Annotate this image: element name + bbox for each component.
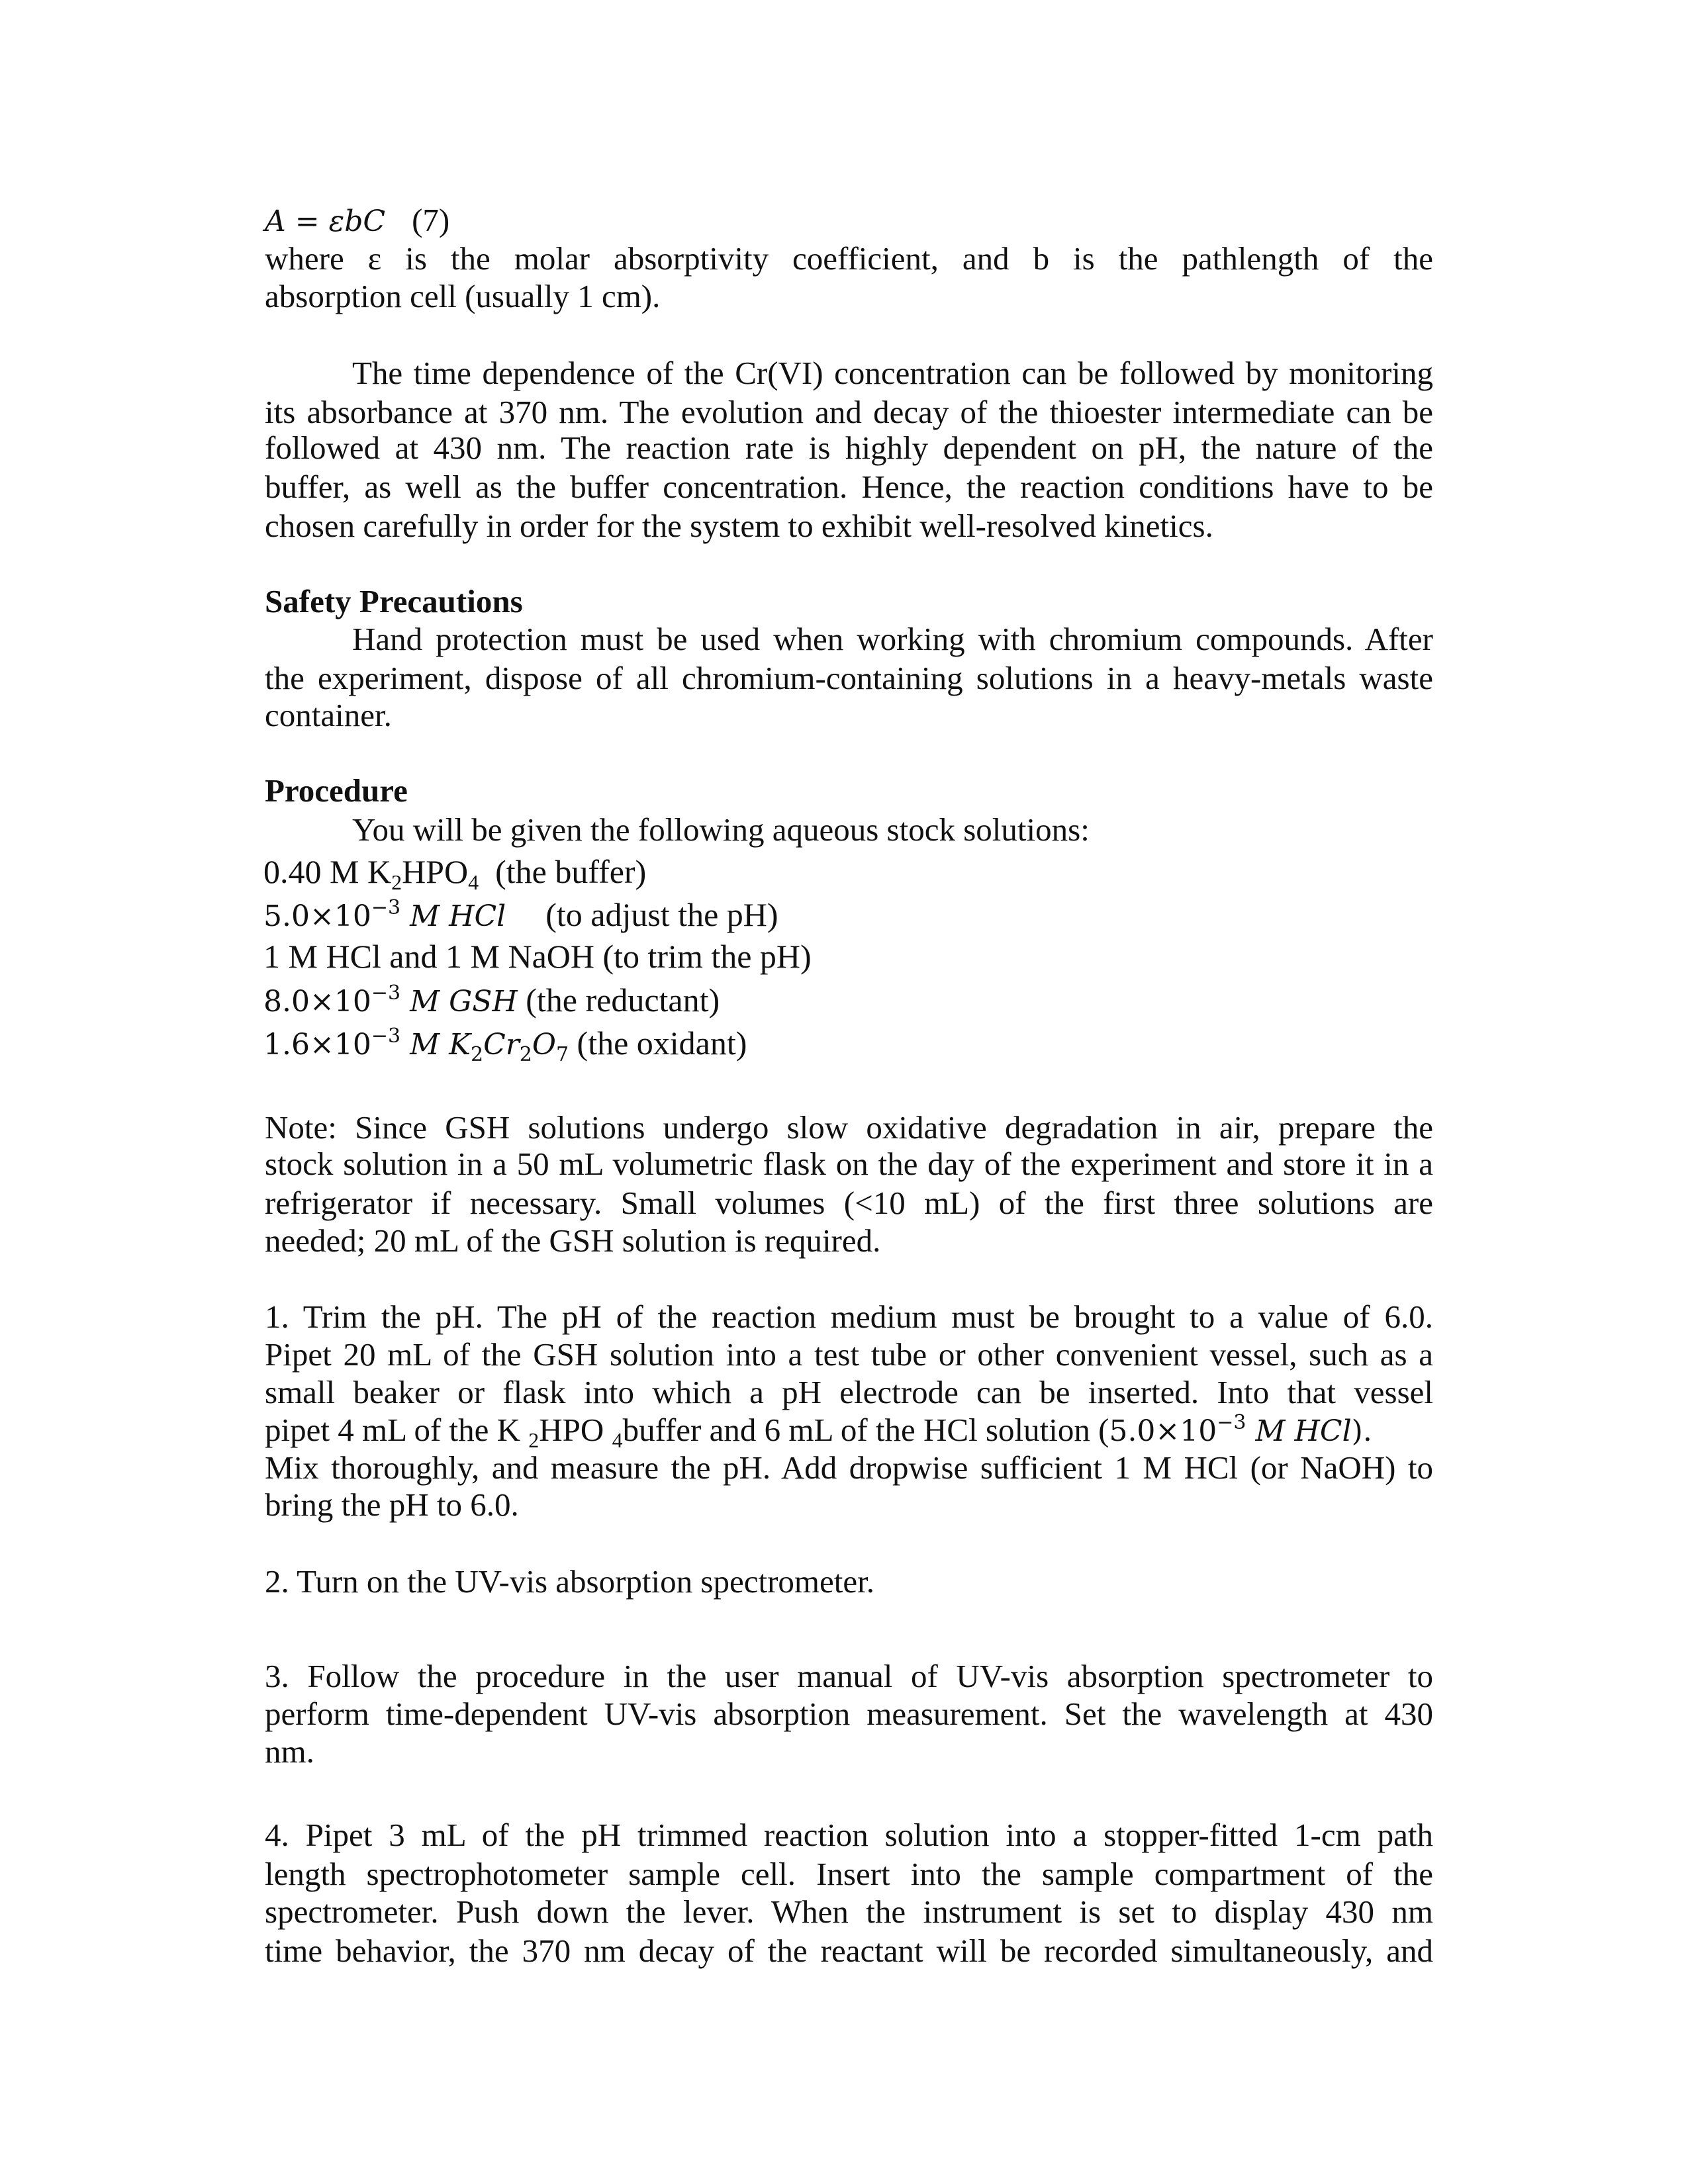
stock-note: (the reductant) (517, 981, 720, 1019)
subscript: 7 (555, 1043, 569, 1066)
subscript: 4 (468, 870, 479, 894)
note-line-3: refrigerator if necessary. Small volumes (<10 mL) of the first three solutions are (265, 1185, 1433, 1221)
stock-coefficient: 1.6×10 (263, 1028, 371, 1062)
safety-line-2: the experiment, dispose of all chromium-containing solutions in a heavy-metals waste (265, 660, 1433, 696)
stock-text: HPO (402, 853, 469, 890)
stock-note: (the oxidant) (569, 1024, 747, 1062)
kinetics-line-4: buffer, as well as the buffer concentration. Hence, the reaction conditions have to be (265, 469, 1433, 505)
step2-line-1: 2. Turn on the UV-vis absorption spectrometer. (265, 1563, 874, 1600)
step3-line-3: nm. (265, 1733, 314, 1770)
stock-note: (the buffer) (479, 853, 647, 890)
stock-solution-gsh (263, 981, 1432, 1019)
superscript: −3 (371, 896, 401, 919)
superscript: −3 (371, 981, 401, 1005)
step4-line-1: 4. Pipet 3 mL of the pH trimmed reaction solution into a stopper-fitted 1-cm path (265, 1817, 1433, 1853)
superscript: −3 (371, 1024, 401, 1048)
step1-line-4 (265, 1411, 1433, 1452)
procedure-intro: You will be given the following aqueous stock solutions: (352, 811, 1090, 848)
subscript: 2 (470, 1043, 484, 1066)
note-line-2: stock solution in a 50 mL volumetric flask on the day of the experiment and store it in a (265, 1146, 1433, 1182)
stock-coefficient: 5.0×10 (263, 899, 371, 933)
intro-line-2: absorption cell (usually 1 cm). (265, 278, 661, 314)
stock-text: 0.40 M K (263, 853, 392, 890)
equation-number: (7) (412, 202, 450, 238)
safety-line-1: Hand protection must be used when working with chromium compounds. After (352, 621, 1433, 657)
step3-line-2: perform time-dependent UV-vis absorption measurement. Set the wavelength at 430 (265, 1696, 1433, 1732)
stock-coefficient: 8.0×10 (263, 985, 371, 1019)
stock-solution-trim: 1 M HCl and 1 M NaOH (to trim the pH) (263, 938, 812, 975)
step-text: pipet 4 mL of the K (265, 1412, 521, 1448)
step-coefficient: 5.0×10 (1109, 1414, 1217, 1448)
note-line-1: Note: Since GSH solutions undergo slow oxidative degradation in air, prepare the (265, 1109, 1433, 1146)
subscript: 2 (391, 870, 402, 894)
kinetics-line-3: followed at 430 nm. The reaction rate is highly dependent on pH, the nature of the (265, 430, 1433, 466)
step1-line-3: small beaker or flask into which a pH electrode can be inserted. Into that vessel (265, 1374, 1433, 1410)
step1-line-2: Pipet 20 mL of the GSH solution into a test tube or other convenient vessel, such as a (265, 1336, 1433, 1373)
note-line-4: needed; 20 mL of the GSH solution is required. (265, 1222, 881, 1259)
procedure-heading: Procedure (265, 772, 408, 809)
safety-line-3: container. (265, 697, 392, 733)
stock-species: M GSH (400, 985, 518, 1019)
kinetics-line-2: its absorbance at 370 nm. The evolution and decay of the thioester intermediate can be (265, 394, 1433, 430)
stock-solution-dichromate (263, 1024, 1432, 1066)
step-species: M HCl (1246, 1414, 1352, 1448)
equation-rhs: εbC (328, 205, 386, 238)
step3-line-1: 3. Follow the procedure in the user manual of UV-vis absorption spectrometer to (265, 1658, 1433, 1694)
superscript: −3 (1217, 1411, 1246, 1434)
step1-line-4-text (265, 1411, 1372, 1451)
safety-heading: Safety Precautions (265, 583, 523, 619)
stock-note: (to adjust the pH) (545, 896, 778, 933)
step1-line-1: 1. Trim the pH. The pH of the reaction medium must be brought to a value of 6.0. (265, 1298, 1433, 1335)
subscript: 2 (528, 1428, 539, 1452)
stock-solution-hcl (263, 895, 1432, 934)
step-text: HPO (539, 1412, 604, 1448)
step4-line-4: time behavior, the 370 nm decay of the reactant will be recorded simultaneously, and (265, 1933, 1433, 1969)
step1-line-6: bring the pH to 6.0. (265, 1486, 519, 1523)
equation-lhs: A (265, 205, 286, 238)
stock-solution-buffer (263, 852, 1432, 894)
stock-species: Cr (483, 1028, 520, 1062)
subscript: 4 (612, 1428, 623, 1452)
stock-species: O (532, 1028, 556, 1062)
kinetics-line-5: chosen carefully in order for the system to exhibit well-resolved kinetics. (265, 508, 1213, 544)
equation-7 (265, 201, 1433, 240)
stock-species: M K (400, 1028, 471, 1062)
step-text: buffer and 6 mL of the HCl solution ( (622, 1412, 1109, 1448)
stock-species: M HCl (400, 899, 506, 933)
intro-line-1: where ε is the molar absorptivity coefficient, and b is the pathlength of the (265, 240, 1433, 277)
subscript: 2 (519, 1043, 532, 1066)
step-text: ). (1351, 1414, 1372, 1448)
step1-line-5: Mix thoroughly, and measure the pH. Add dropwise sufficient 1 M HCl (or NaOH) to (265, 1449, 1433, 1486)
step4-line-2: length spectrophotometer sample cell. Insert into the sample compartment of the (265, 1856, 1433, 1892)
step4-line-3: spectrometer. Push down the lever. When the instrument is set to display 430 nm (265, 1893, 1433, 1930)
kinetics-line-1: The time dependence of the Cr(VI) concentration can be followed by monitoring (352, 355, 1433, 391)
equation-equals: = (285, 205, 329, 238)
